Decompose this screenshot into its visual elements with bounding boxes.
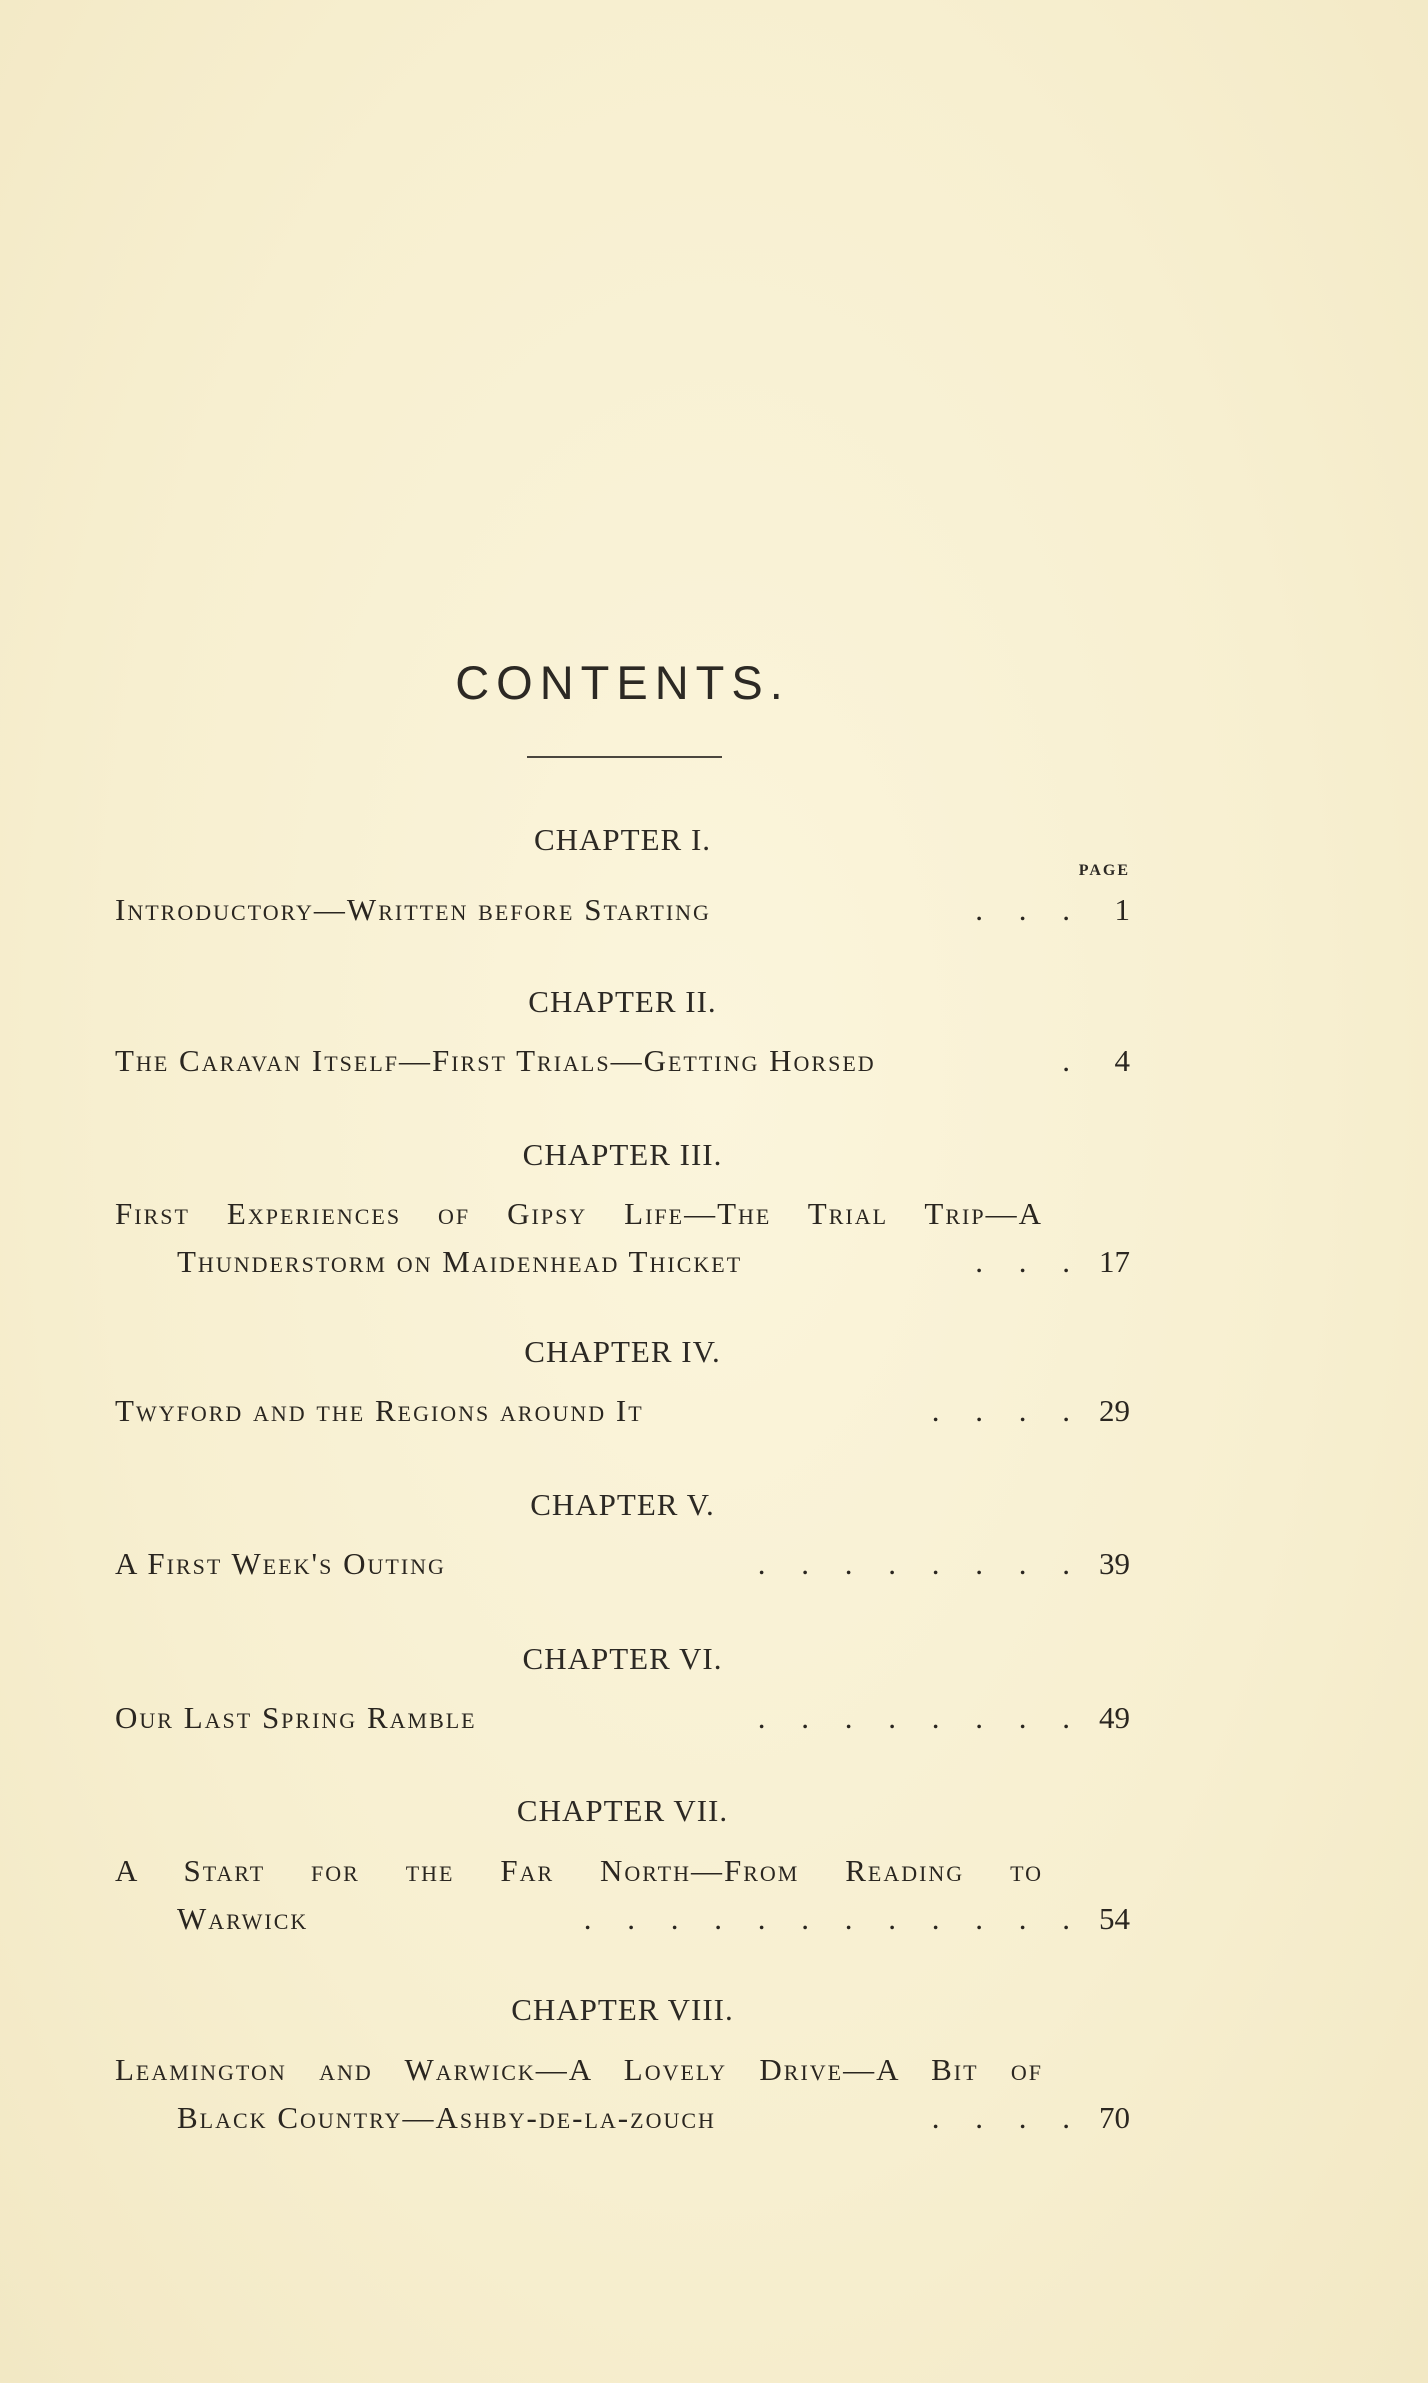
toc-entry [115, 1037, 1130, 1085]
toc-entry [115, 1694, 1130, 1742]
entry-page-number: 39 [1099, 1546, 1130, 1581]
title-rule [527, 756, 722, 758]
entry-title: The Caravan Itself—First Trials—Getting Horsed [115, 1043, 876, 1078]
entry-page-number: 70 [1099, 2100, 1130, 2135]
leader-dots: . . . . . . . . . . . . [583, 1901, 1084, 1936]
toc-entry [115, 1190, 1130, 1286]
entry-title: Black Country—Ashby-de-la-zouch [177, 2100, 716, 2135]
chapter-heading: CHAPTER II. [528, 984, 717, 1019]
entry-title: Twyford and the Regions around It [115, 1393, 644, 1428]
entry-title: A First Week's Outing [115, 1546, 446, 1581]
leader-dots: . . . . . . . . [757, 1700, 1084, 1735]
chapter-heading: CHAPTER VI. [522, 1641, 723, 1676]
chapter-heading: CHAPTER V. [530, 1487, 715, 1522]
toc-entry [115, 1540, 1130, 1588]
entry-page-number: 49 [1099, 1700, 1130, 1735]
entry-page-number: 17 [1099, 1244, 1130, 1279]
entry-title: Our Last Spring Ramble [115, 1700, 477, 1735]
leader-dots: . [1062, 1043, 1084, 1078]
chapter-heading: CHAPTER VII. [516, 1793, 729, 1828]
entry-page-number: 1 [1114, 892, 1130, 927]
toc-entry [115, 1387, 1130, 1435]
toc-entry [115, 886, 1130, 934]
leader-dots: . . . . [931, 1393, 1084, 1428]
entry-title-line: First Experiences of Gipsy Life—The Trial Trip—A [115, 1196, 1043, 1231]
leader-dots: . . . . . . . . [757, 1546, 1084, 1581]
leader-dots: . . . [975, 1244, 1084, 1279]
toc-entry [115, 1847, 1130, 1943]
leader-dots: . . . [975, 892, 1084, 927]
entry-title: Warwick [177, 1901, 309, 1936]
entry-page-number: 54 [1099, 1901, 1130, 1936]
entry-title-line: A Start for the Far North—From Reading to [115, 1853, 1043, 1888]
chapter-heading: CHAPTER IV. [524, 1334, 721, 1369]
entry-page-number: 4 [1114, 1043, 1130, 1078]
entry-title-line: Leamington and Warwick—A Lovely Drive—A Bit of [115, 2052, 1043, 2087]
entry-title: Thunderstorm on Maidenhead Thicket [177, 1244, 743, 1279]
chapter-heading: CHAPTER I. [533, 822, 712, 857]
page-column-label: PAGE [1078, 862, 1130, 879]
leader-dots: . . . . [931, 2100, 1084, 2135]
chapter-heading: CHAPTER VIII. [511, 1992, 734, 2027]
entry-page-number: 29 [1099, 1393, 1130, 1428]
entry-title: Introductory—Written before Starting [115, 892, 711, 927]
toc-entry [115, 2046, 1130, 2142]
page-title: CONTENTS. [455, 656, 790, 709]
chapter-heading: CHAPTER III. [522, 1137, 723, 1172]
